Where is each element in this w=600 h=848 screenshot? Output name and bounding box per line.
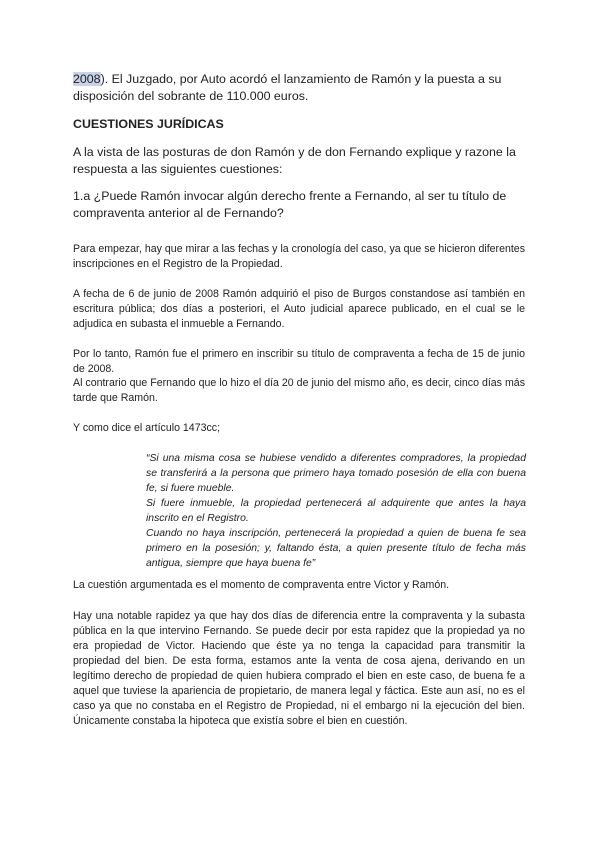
question-paragraph: 1.a ¿Puede Ramón invocar algún derecho frente a Fernando, al ser tu título de compraventa anterior al de Fernando? xyxy=(73,189,507,220)
paragraph-article: Y como dice el artículo 1473cc; xyxy=(73,422,221,434)
quote-line-2: Si fuere inmueble, la propiedad pertenecerá al adquirente que antes la haya inscrito en el Registro. xyxy=(146,498,526,524)
lead-paragraph: A la vista de las posturas de don Ramón y de don Fernando explique y razone la respuesta a las siguientes cuestiones: xyxy=(73,145,516,176)
paragraph-ramon: Por lo tanto, Ramón fue el primero en inscribir su título de compraventa a fecha de 15 de junio de 2008. xyxy=(73,348,525,375)
highlighted-text: 2008 xyxy=(73,72,101,86)
intro-text: ). El Juzgado, por Auto acordó el lanzamiento de Ramón y la puesta a su disposición del sobrante de 110.000 euros. xyxy=(73,72,502,103)
quote-line-3: Cuando no haya inscripción, pertenecerá la propiedad a quien de buena fe sea primero en la posesión; y, faltando ésta, a quien presente título de fecha más antigua, siempre que haya buena fe” xyxy=(146,528,526,569)
article-quote xyxy=(146,451,526,571)
paragraph-analysis: Hay una notable rapidez ya que hay dos días de diferencia entre la compraventa y la subasta pública en la que intervino Fernando. Se puede decir por esta rapidez que la propiedad ya no era propiedad de Victor. Haciendo que éste ya no tenga la capacidad para transmitir la propiedad del bien. De esta forma, estamos ante la venta de cosa ajena, derivando en un legítimo derecho de propiedad de quien hubiera comprado el bien en este caso, de buena fe a aquel que tuviese la apariencia de propietario, de manera legal y fáctica. Este aun así, no es el caso ya que no constaba en el Registro de Propiedad, ni el embargo ni la ejecución del bien. Únicamente constaba la hipoteca que existía sobre el bien en cuestión. xyxy=(73,610,525,727)
paragraph-fernando: Al contrario que Fernando que lo hizo el día 20 de junio del mismo año, es decir, cinco días más tarde que Ramón. xyxy=(73,377,525,404)
quote-line-1: “Si una misma cosa se hubiese vendido a diferentes compradores, la propiedad se transferirá a la persona que primero haya tomado posesión de ella con buena fe, si fuere mueble. xyxy=(146,453,526,494)
paragraph-question-argued: La cuestión argumentada es el momento de compraventa entre Victor y Ramón. xyxy=(73,579,450,591)
section-heading: CUESTIONES JURÍDICAS xyxy=(73,117,224,131)
paragraph-dates: A fecha de 6 de junio de 2008 Ramón adquirió el piso de Burgos constandose así también en escritura pública; dos días a posteriori, el Auto judicial aparece publicado, en el cual se le adjudica en subasta el inmueble a Fernando. xyxy=(73,288,525,330)
paragraph-chronology: Para empezar, hay que mirar a las fechas y la cronología del caso, ya que se hicieron diferentes inscripciones en el Registro de la Propiedad. xyxy=(73,243,525,270)
intro-paragraph xyxy=(73,71,525,105)
